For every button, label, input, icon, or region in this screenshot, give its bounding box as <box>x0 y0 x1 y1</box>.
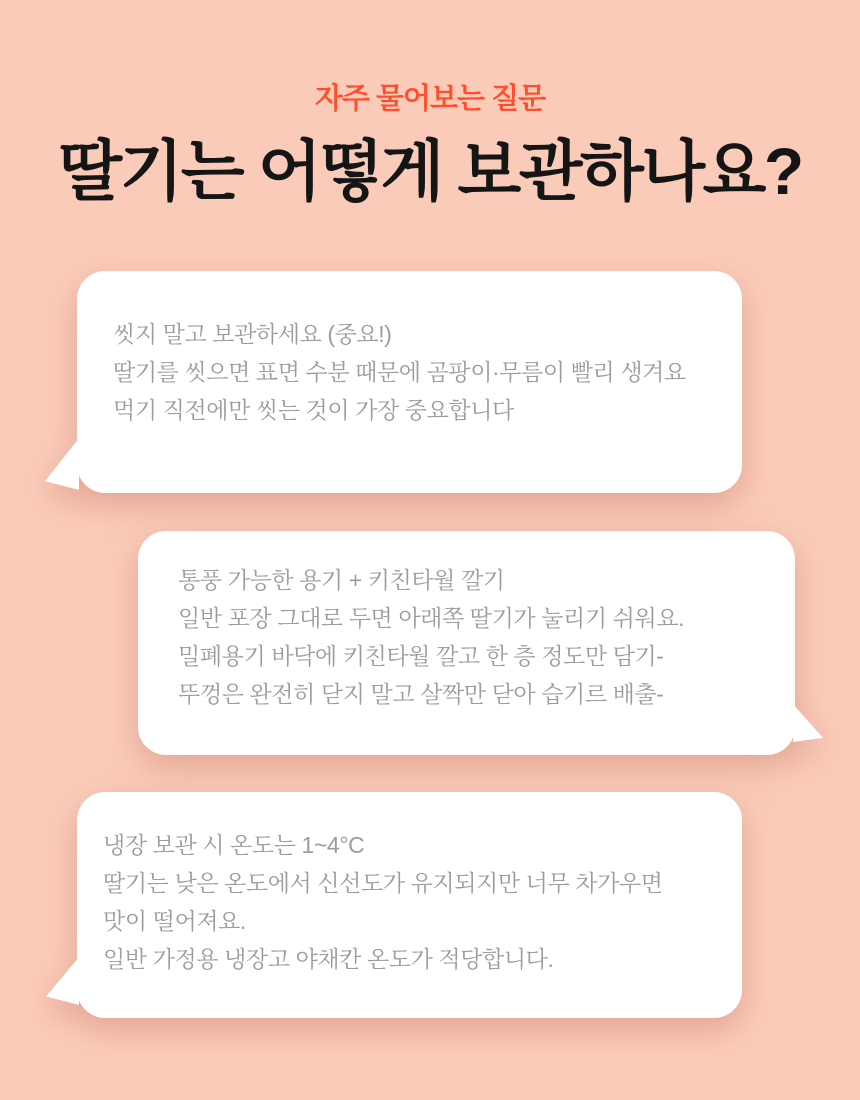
bubble-line: 딸기를 씻으면 표면 수분 때문에 곰팡이·무름이 빨리 생겨요 <box>113 359 686 385</box>
bubble-line: 냉장 보관 시 온도는 1~4°C <box>103 832 365 858</box>
bubble-line: 통풍 가능한 용기 + 키친타월 깔기 <box>178 567 505 593</box>
faq-eyebrow-label: 자주 물어보는 질문 <box>314 83 546 115</box>
bubble-line: 씻지 말고 보관하세요 (중요!) <box>113 321 392 347</box>
bubble-line: 맛이 떨어져요. <box>103 908 246 934</box>
speech-bubble-no-wash <box>77 271 742 493</box>
bubble-tail-right <box>793 704 823 742</box>
bubble-line: 밀폐용기 바닥에 키친타월 깔고 한 층 정도만 담기- <box>178 643 664 669</box>
bubble-line: 딸기는 낮은 온도에서 신선도가 유지되지만 너무 차가우면 <box>103 870 663 896</box>
bubble-line: 일반 포장 그대로 두면 아래쪽 딸기가 눌리기 쉬워요. <box>178 605 685 631</box>
bubble-tail-left <box>45 438 79 490</box>
bubble-line: 먹기 직전에만 씻는 것이 가장 중요합니다 <box>113 397 514 423</box>
bubble-tail-left <box>46 957 79 1005</box>
bubble-line: 일반 가정용 냉장고 야채칸 온도가 적당합니다. <box>103 946 554 972</box>
page-title: 딸기는 어떻게 보관하나요? <box>58 134 802 208</box>
speech-bubble-container <box>138 531 795 755</box>
speech-bubble-temperature <box>77 792 742 1018</box>
bubble-line: 뚜껑은 완전히 닫지 말고 살짝만 닫아 습기르 배출- <box>178 681 664 707</box>
